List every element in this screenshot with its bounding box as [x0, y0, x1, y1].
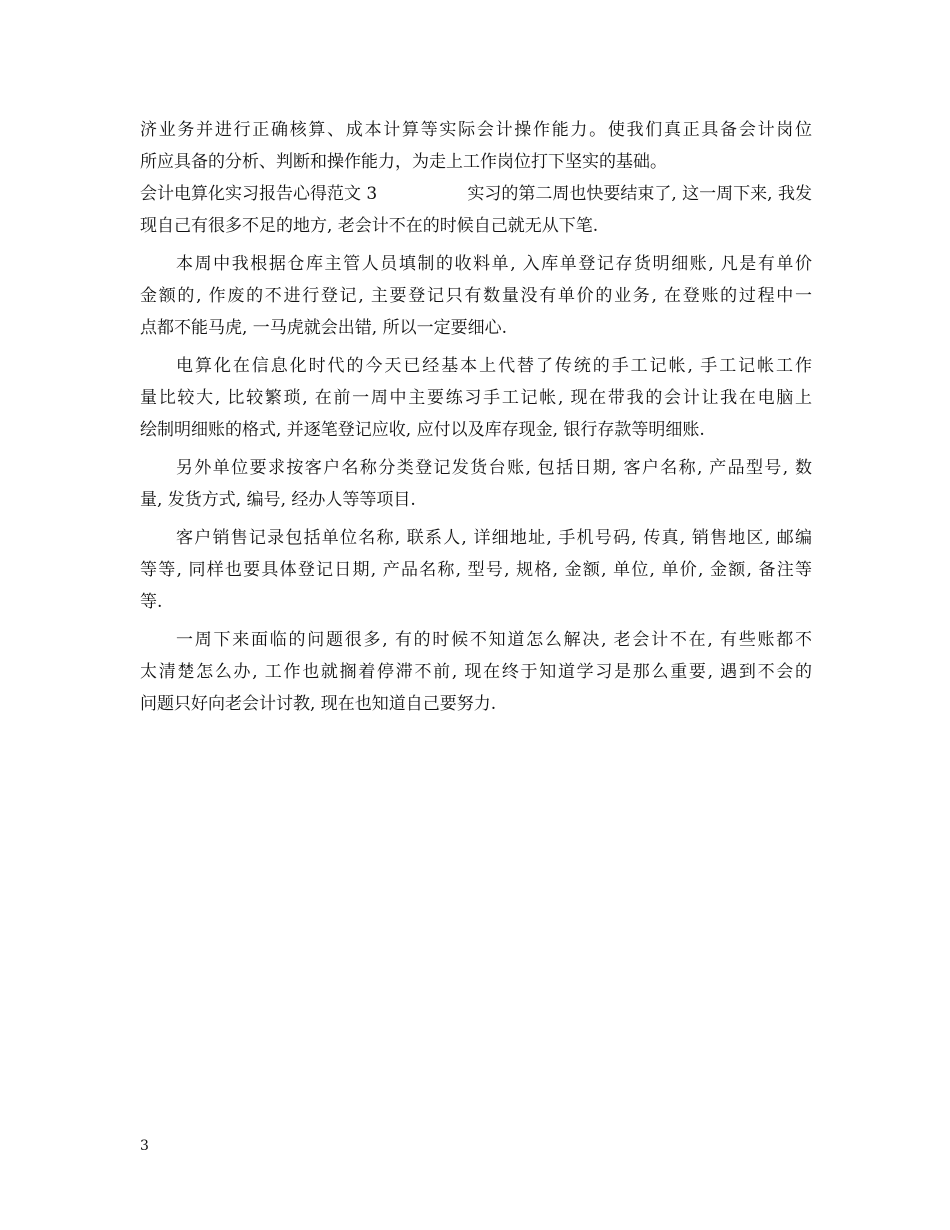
body-text-line: 问题只好向老会计讨教, 现在也知道自己要努力. [140, 694, 497, 714]
document-body [140, 114, 812, 720]
page-number: 3 [140, 1138, 149, 1154]
paragraph [140, 248, 812, 344]
body-text-line: 实习的第二周也快要结束了, 这一周下来, 我发 [467, 184, 812, 204]
body-text-line: 另外单位要求按客户名称分类登记发货台账, 包括日期, 客户名称, 产品型号, 数 [176, 458, 812, 478]
body-text-line: 一周下来面临的问题很多, 有的时候不知道怎么解决, 老会计不在, 有些账都不 [176, 630, 812, 650]
body-text-line: 等等, 同样也要具体登记日期, 产品名称, 型号, 规格, 金额, 单位, 单价, 金额, 备注等 [140, 560, 812, 580]
paragraph [140, 350, 812, 446]
body-text-line: 太清楚怎么办, 工作也就搁着停滞不前, 现在终于知道学习是那么重要, 遇到不会的 [140, 662, 812, 682]
body-text-line: 所应具备的分析、判断和操作能力，为走上工作岗位打下坚实的基础。 [140, 152, 667, 172]
body-text-line: 济业务并进行正确核算、成本计算等实际会计操作能力。使我们真正具备会计岗位 [140, 120, 812, 140]
body-text-line: 量, 发货方式, 编号, 经办人等等项目. [140, 490, 416, 510]
body-text-line: 本周中我根据仓库主管人员填制的收料单, 入库单登记存货明细账, 凡是有单价 [176, 254, 812, 274]
body-text-line: 等. [140, 592, 163, 612]
section-heading-line [140, 178, 812, 210]
body-text-line: 量比较大, 比较繁琐, 在前一周中主要练习手工记帐, 现在带我的会计让我在电脑上 [140, 388, 812, 408]
body-text-line: 点都不能马虎, 一马虎就会出错, 所以一定要细心. [140, 318, 508, 338]
body-text-line: 金额的, 作废的不进行登记, 主要登记只有数量没有单价的业务, 在登账的过程中一 [140, 286, 812, 306]
body-text-line: 现自己有很多不足的地方, 老会计不在的时候自己就无从下笔. [140, 216, 599, 236]
body-text-line: 电算化在信息化时代的今天已经基本上代替了传统的手工记帐, 手工记帐工作 [176, 356, 812, 376]
paragraph [140, 522, 812, 618]
section-title: 会计电算化实习报告心得范文 3 [140, 184, 378, 204]
body-text-line: 绘制明细账的格式, 并逐笔登记应收, 应付以及库存现金, 银行存款等明细账. [140, 420, 705, 440]
body-text-line: 客户销售记录包括单位名称, 联系人, 详细地址, 手机号码, 传真, 销售地区, 邮编 [176, 528, 812, 548]
paragraph [140, 452, 812, 516]
paragraph [140, 624, 812, 720]
